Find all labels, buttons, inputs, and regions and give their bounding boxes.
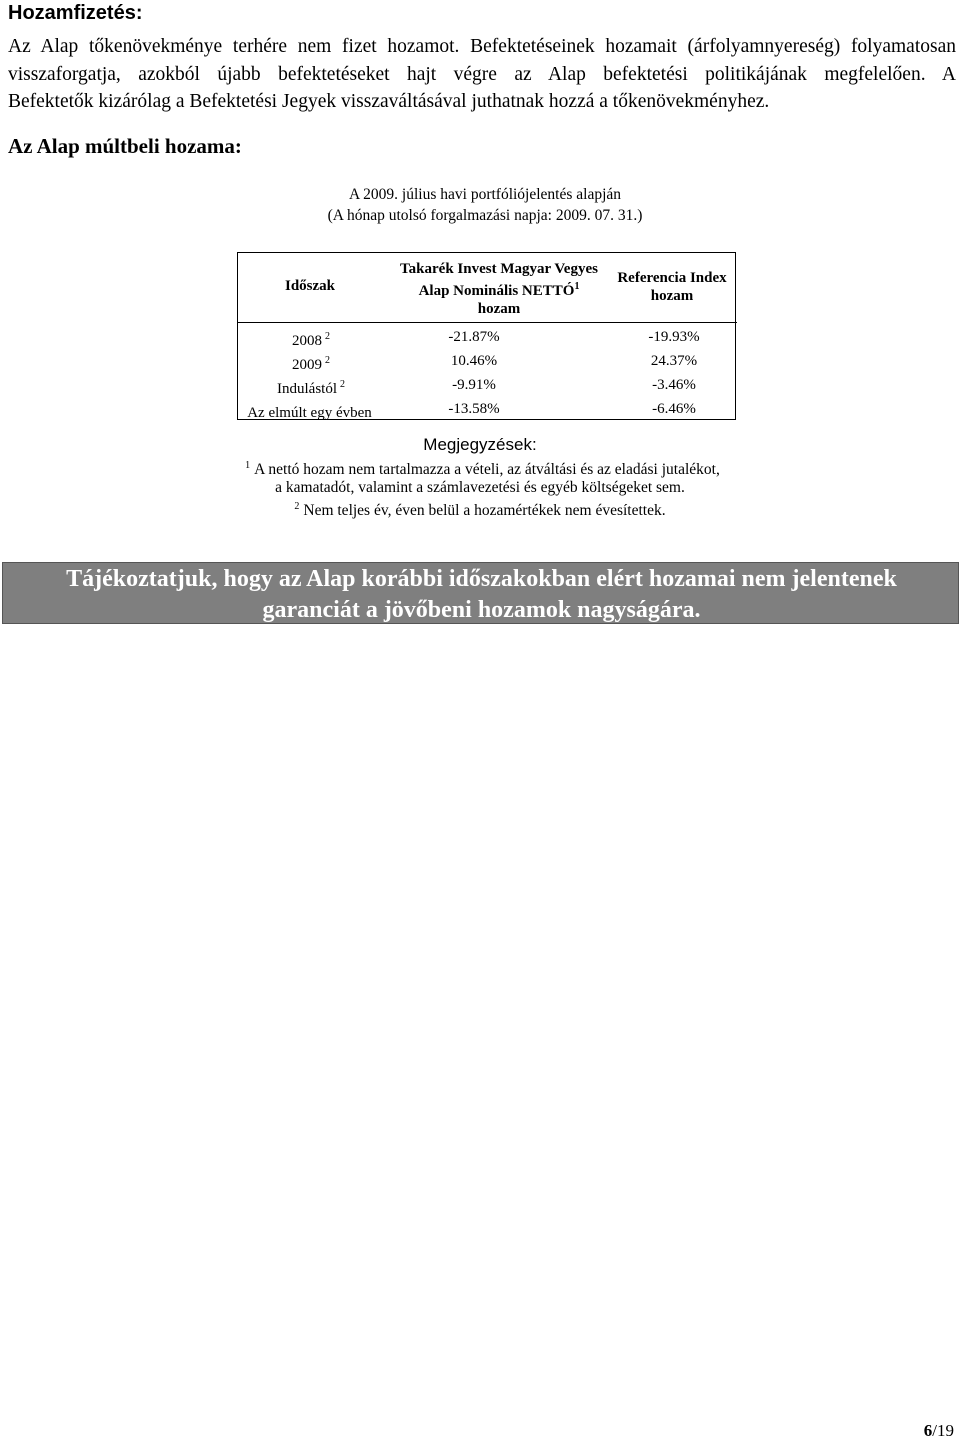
cell-fund-yield: -21.87%	[448, 329, 500, 345]
table-row	[238, 399, 735, 419]
cell-reference-yield: -6.46%	[652, 401, 696, 417]
table-row	[238, 351, 735, 371]
period-label: Az elmúlt egy évben	[247, 405, 372, 421]
paragraph-line: visszaforgatja, azokból újabb befektetéseket hajt végre az Alap befektetési politikájának megfelelően. A	[8, 63, 956, 85]
notes-title: Megjegyzések:	[423, 435, 537, 454]
table-header-fund-line: Alap Nominális NETTÓ	[418, 283, 575, 299]
cell-period	[246, 399, 376, 423]
footnote-marker: 2	[325, 355, 330, 366]
last-trading-day-line: (A hónap utolsó forgalmazási napja: 2009. 07. 31.)	[327, 207, 643, 224]
cell-fund-yield: 10.46%	[450, 353, 498, 369]
table-header-fund-line: Takarék Invest Magyar Vegyes	[400, 261, 598, 277]
footnote-marker: 2	[325, 331, 330, 342]
paragraph-line: Befektetők kizárólag a Befektetési Jegyek visszaváltásával juthatnak hozzá a tőkenövekményhez.	[8, 91, 770, 112]
yield-table	[237, 252, 736, 420]
period-label: Indulástól	[277, 381, 337, 397]
footnote-marker: 1	[245, 460, 251, 471]
total-pages: /19	[932, 1421, 954, 1440]
cell-reference-yield: -3.46%	[652, 377, 696, 393]
period-label: 2008	[292, 333, 322, 349]
disclaimer-banner	[2, 562, 959, 624]
footnote-marker: 2	[294, 501, 300, 512]
cell-period	[246, 375, 376, 399]
table-header-reference	[610, 269, 734, 305]
table-header-fund-line: hozam	[477, 301, 521, 317]
current-page: 6	[923, 1421, 933, 1440]
cell-reference-yield: -19.93%	[648, 329, 700, 345]
table-header-ref-line: hozam	[650, 288, 694, 304]
cell-fund-yield: -9.91%	[452, 377, 496, 393]
note-1-continued: a kamatadót, valamint a számlavezetési és egyéb költségeket sem.	[275, 479, 685, 496]
table-row	[238, 327, 735, 347]
disclaimer-line: garanciát a jövőbeni hozamok nagyságára.	[262, 597, 701, 623]
table-header-period: Időszak	[284, 278, 336, 294]
table-header-fund	[388, 260, 610, 318]
period-label: 2009	[292, 357, 322, 373]
disclaimer-text	[3, 563, 960, 626]
hozamfizetes-paragraph	[8, 33, 956, 116]
note-1	[210, 456, 755, 480]
table-row	[238, 375, 735, 395]
cell-period	[246, 351, 376, 375]
table-header-divider	[238, 322, 737, 323]
section-heading-hozamfizetes: Hozamfizetés:	[8, 2, 143, 24]
note-1-text: A nettó hozam nem tartalmazza a vételi, az átváltási és az eladási jutalékot,	[254, 461, 720, 478]
past-yield-heading: Az Alap múltbeli hozama:	[8, 134, 242, 158]
paragraph-line: Az Alap tőkenövekménye terhére nem fizet hozamot. Befektetéseinek hozamait (árfolyamnyereség) folyamatosan	[8, 36, 956, 57]
cell-reference-yield: 24.37%	[650, 353, 698, 369]
table-header-ref-line: Referencia Index	[617, 270, 727, 286]
footnote-marker: 2	[340, 379, 345, 390]
cell-period	[246, 327, 376, 351]
footnote-marker: 1	[574, 281, 580, 292]
cell-fund-yield: -13.58%	[448, 401, 500, 417]
note-2-text: Nem teljes év, éven belül a hozamértékek nem évesítettek.	[303, 502, 666, 519]
note-2	[260, 497, 700, 521]
page-number	[924, 1421, 954, 1441]
report-basis-line: A 2009. július havi portfóliójelentés alapján	[348, 186, 622, 203]
disclaimer-line: Tájékoztatjuk, hogy az Alap korábbi időszakokban elért hozamai nem jelentenek	[66, 566, 897, 592]
